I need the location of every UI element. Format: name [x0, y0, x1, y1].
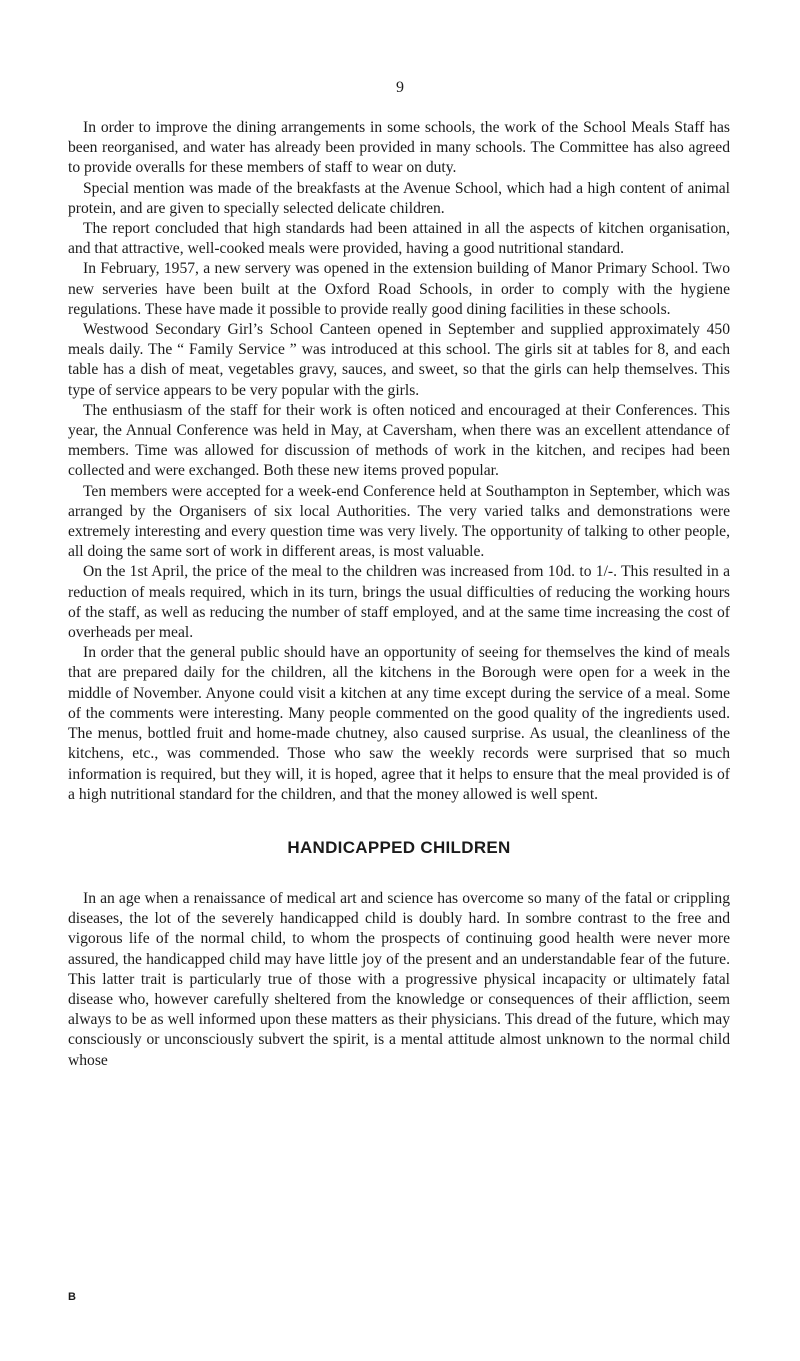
paragraph-avenue-breakfasts: Special mention was made of the breakfasts at the Avenue School, which had a high content of animal protein, and are given to specially selected delicate children.: [68, 179, 730, 217]
paragraph-meal-price: On the 1st April, the price of the meal to the children was increased from 10d. to 1/-. This resulted in a reduction of meals required, which in its turn, brings the usual difficulties of reducing the working hours of the staff, as well as reducing the number of staff employed, and at the same time increasing the cost of overheads per meal.: [68, 563, 730, 642]
paragraph-southampton-conference: Ten members were accepted for a week-end Conference held at Southampton in September, which was arranged by the Organisers of six local Authorities. The very varied talks and demonstrations were extremely interesting and every question time was very lively. The opportunity of talking to other people, all doing the same sort of work in different areas, is most valuable.: [68, 482, 730, 561]
paragraph-annual-conference: The enthusiasm of the staff for their work is often noticed and encouraged at their Conferences. This year, the Annual Conference was held in May, at Caversham, when there was an excellent attendance of members. Time was allowed for discussion of methods of work in the kitchen, and recipes had been collected and were exchanged. Both these new items proved popular.: [68, 401, 730, 480]
section-heading: HANDICAPPED CHILDREN: [287, 837, 511, 857]
paragraph-handicapped-children: In an age when a renaissance of medical art and science has overcome so many of the fatal or crippling diseases, the lot of the severely handicapped child is doubly hard. In sombre contrast to the free and vigorous life of the normal child, to whom the prospects of continuing good health were never more assured, the handicapped child may have little joy of the present and an understandable fear of the future. This latter trait is particularly true of those with a progressive physical incapacity or ultimately fatal disease who, however carefully sheltered from the knowledge or consequences of their affliction, seem always to be as well informed upon these matters as their physicians. This dread of the future, which may consciously or unconsciously subvert the spirit, is a mental attitude almost unknown to the normal child whose: [68, 889, 730, 1069]
paragraph-westwood-canteen: Westwood Secondary Girl’s School Canteen opened in September and supplied approximately 450 meals daily. The “ Family Service ” was introduced at this school. The girls sit at tables for 8, and each table has a dish of meat, vegetables gravy, sauces, and sweet, so that the girls can help themselves. This type of service appears to be very popular with the girls.: [68, 321, 730, 399]
body-text: [68, 118, 730, 1071]
page-number: 9: [396, 79, 404, 96]
paragraph-dining-arrangements: In order to improve the dining arrangements in some schools, the work of the School Meals Staff has been reorganised, and water has already been provided in many schools. The Committee has also agreed to provide overalls for these members of staff to wear on duty.: [68, 119, 730, 177]
signature-mark: B: [68, 1291, 76, 1303]
paragraph-new-servery: In February, 1957, a new servery was opened in the extension building of Manor Primary School. Two new serveries have been built at the Oxford Road Schools, in order to comply with the hygiene regulations. These have made it possible to provide really good dining facilities in these schools.: [68, 260, 730, 318]
paragraph-report-conclusion: The report concluded that high standards had been attained in all the aspects of kitchen organisation, and that attractive, well-cooked meals were provided, having a good nutritional standard.: [68, 220, 730, 258]
paragraph-open-kitchens: In order that the general public should have an opportunity of seeing for themselves the kind of meals that are prepared daily for the children, all the kitchens in the Borough were open for a week in the middle of November. Anyone could visit a kitchen at any time except during the service of a meal. Some of the comments were interesting. Many people commented on the good quality of the ingredients used. The menus, bottled fruit and home-made chutney, also caused surprise. As usual, the cleanliness of the kitchens, etc., was commended. Those who saw the weekly records were surprised that so much information is required, but they will, it is hoped, agree that it helps to ensure that the meal provided is of a high nutritional standard for the children, and that the money allowed is well spent.: [68, 644, 730, 803]
